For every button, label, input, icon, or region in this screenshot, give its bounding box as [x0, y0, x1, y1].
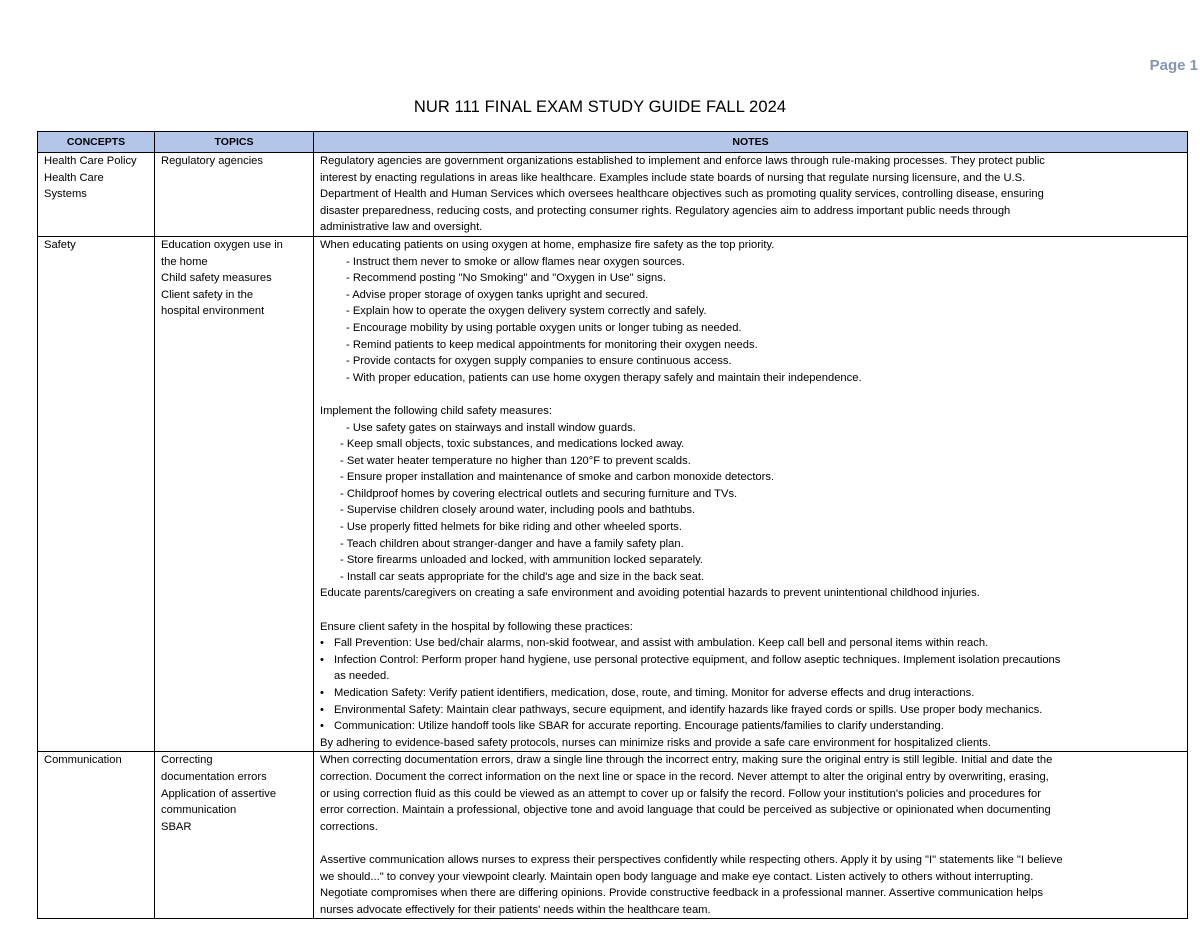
topic-line: SBAR	[161, 820, 192, 833]
list-item: - With proper education, patients can use home oxygen therapy safely and maintain their independence.	[346, 371, 862, 384]
bullet-item: • Communication: Utilize handoff tools like SBAR for accurate reporting. Encourage patients/families to clarify understanding.	[320, 718, 1183, 735]
bullet-item: • Infection Control: Perform proper hand hygiene, use personal protective equipment, and follow aseptic techniques. Implement isolation precautions	[320, 652, 1183, 669]
bullet-item: • Environmental Safety: Maintain clear pathways, secure equipment, and identify hazards like frayed cords or spills. Use proper body mechanics.	[320, 702, 1183, 719]
concepts-cell	[38, 236, 155, 751]
table-header-row	[38, 132, 1188, 153]
list-item: - Keep small objects, toxic substances, and medications locked away.	[340, 438, 685, 451]
list-item: - Supervise children closely around water, including pools and bathtubs.	[340, 504, 696, 517]
hospital-safety-intro: Ensure client safety in the hospital by following these practices:	[320, 620, 633, 633]
note-line: disaster preparedness, reducing costs, and protecting consumer rights. Regulatory agencies aim to address important public needs through	[320, 204, 1011, 217]
list-item: - Provide contacts for oxygen supply companies to ensure continuous access.	[346, 355, 732, 368]
topic-line: the home	[161, 255, 208, 268]
note-line: we should..." to convey your viewpoint clearly. Maintain open body language and make eye contact. Listen actively to others without interrupting.	[320, 870, 1034, 883]
child-safety-outro: Educate parents/caregivers on creating a safe environment and avoiding potential hazards to prevent unintentional childhood injuries.	[320, 587, 980, 600]
note-line: correction. Document the correct information on the next line or space in the record. Never attempt to alter the original entry by overwriting, erasing,	[320, 770, 1049, 783]
topic-line: communication	[161, 804, 237, 817]
bullet-continuation: as needed.	[334, 670, 390, 683]
topic-line: documentation errors	[161, 770, 267, 783]
header-topics: TOPICS	[155, 132, 314, 153]
list-item: - Set water heater temperature no higher than 120°F to prevent scalds.	[340, 454, 691, 467]
concepts-cell	[38, 752, 155, 919]
topic-line: Correcting	[161, 754, 213, 767]
spacer	[320, 835, 1183, 852]
child-safety-intro: Implement the following child safety measures:	[320, 404, 552, 417]
note-line: interest by enacting regulations in areas like healthcare. Examples include state boards of nursing that regulate nursing licensure, and the U.S.	[320, 171, 1026, 184]
hospital-safety-outro: By adhering to evidence-based safety protocols, nurses can minimize risks and provide a safe care environment for hospitalized clients.	[320, 736, 991, 749]
bullet-item: • Fall Prevention: Use bed/chair alarms, non-skid footwear, and assist with ambulation. Keep call bell and personal items within reach.	[320, 635, 1183, 652]
concept-line: Health Care Policy	[44, 155, 137, 167]
study-guide-table	[37, 131, 1188, 919]
concept-line: Communication	[44, 754, 122, 767]
notes-cell	[314, 236, 1188, 751]
notes-cell	[314, 752, 1188, 919]
note-line: Department of Health and Human Services which oversees healthcare objectives such as promoting quality services, controlling disease, ensuring	[320, 188, 1044, 201]
page-number: Page 1	[1149, 57, 1198, 74]
note-line: When correcting documentation errors, draw a single line through the incorrect entry, making sure the original entry is still legible. Initial and date the	[320, 754, 1053, 767]
spacer	[320, 602, 1183, 619]
concepts-cell	[38, 153, 155, 237]
table-row-safety	[38, 236, 1188, 751]
note-line: corrections.	[320, 820, 378, 833]
topics-cell	[155, 236, 314, 751]
note-line: nurses advocate effectively for their patients' needs within the healthcare team.	[320, 903, 711, 916]
table-row-communication	[38, 752, 1188, 919]
topic-line: Application of assertive	[161, 787, 277, 800]
topic-line: Regulatory agencies	[161, 155, 263, 167]
topic-line: hospital environment	[161, 305, 265, 318]
header-concepts: CONCEPTS	[38, 132, 155, 153]
list-item: - Instruct them never to smoke or allow flames near oxygen sources.	[346, 255, 685, 268]
topics-cell	[155, 153, 314, 237]
concept-line: Health Care	[44, 171, 104, 184]
list-item: - Explain how to operate the oxygen delivery system correctly and safely.	[346, 305, 707, 318]
note-line: error correction. Maintain a professional, objective tone and avoid language that could be perceived as subjective or opinionated when documenting	[320, 804, 1051, 817]
notes-cell	[314, 153, 1188, 237]
list-item: - Teach children about stranger-danger and have a family safety plan.	[340, 537, 684, 550]
topic-line: Child safety measures	[161, 272, 272, 285]
topics-cell	[155, 752, 314, 919]
list-item: - Remind patients to keep medical appointments for monitoring their oxygen needs.	[346, 338, 758, 351]
spacer	[320, 386, 1183, 403]
document-title: NUR 111 FINAL EXAM STUDY GUIDE FALL 2024	[413, 98, 787, 116]
topic-line: Education oxygen use in	[161, 238, 283, 251]
note-line: administrative law and oversight.	[320, 221, 483, 234]
list-item: - Ensure proper installation and maintenance of smoke and carbon monoxide detectors.	[340, 471, 775, 484]
concept-line: Safety	[44, 238, 76, 251]
oxygen-intro: When educating patients on using oxygen at home, emphasize fire safety as the top priority.	[320, 238, 775, 251]
table-row-health-care-policy	[38, 153, 1188, 237]
list-item: - Advise proper storage of oxygen tanks upright and secured.	[346, 288, 649, 301]
note-line: Regulatory agencies are government organizations established to implement and enforce laws through rule-making processes. They protect public	[320, 155, 1045, 167]
note-line: Assertive communication allows nurses to express their perspectives confidently while respecting others. Apply it by using "I" statements like "I believe	[320, 853, 1063, 866]
header-notes: NOTES	[314, 132, 1188, 153]
list-item: - Childproof homes by covering electrical outlets and securing furniture and TVs.	[340, 487, 738, 500]
list-item: - Store firearms unloaded and locked, with ammunition locked separately.	[340, 554, 703, 567]
list-item: - Recommend posting "No Smoking" and "Oxygen in Use" signs.	[346, 272, 666, 285]
note-line: or using correction fluid as this could be viewed as an attempt to cover up or falsify the record. Follow your institution's policies and procedures for	[320, 787, 1041, 800]
note-line: Negotiate compromises when there are differing opinions. Provide constructive feedback in a professional manner. Assertive communication helps	[320, 887, 1044, 900]
concept-line: Systems	[44, 188, 87, 201]
list-item: - Use safety gates on stairways and install window guards.	[346, 421, 636, 434]
list-item: - Install car seats appropriate for the child's age and size in the back seat.	[340, 570, 705, 583]
bullet-item: • Medication Safety: Verify patient identifiers, medication, dose, route, and timing. Monitor for adverse effects and drug interactions.	[320, 685, 1183, 702]
list-item: - Use properly fitted helmets for bike riding and other wheeled sports.	[340, 521, 683, 534]
topic-line: Client safety in the	[161, 288, 254, 301]
list-item: - Encourage mobility by using portable oxygen units or longer tubing as needed.	[346, 321, 742, 334]
